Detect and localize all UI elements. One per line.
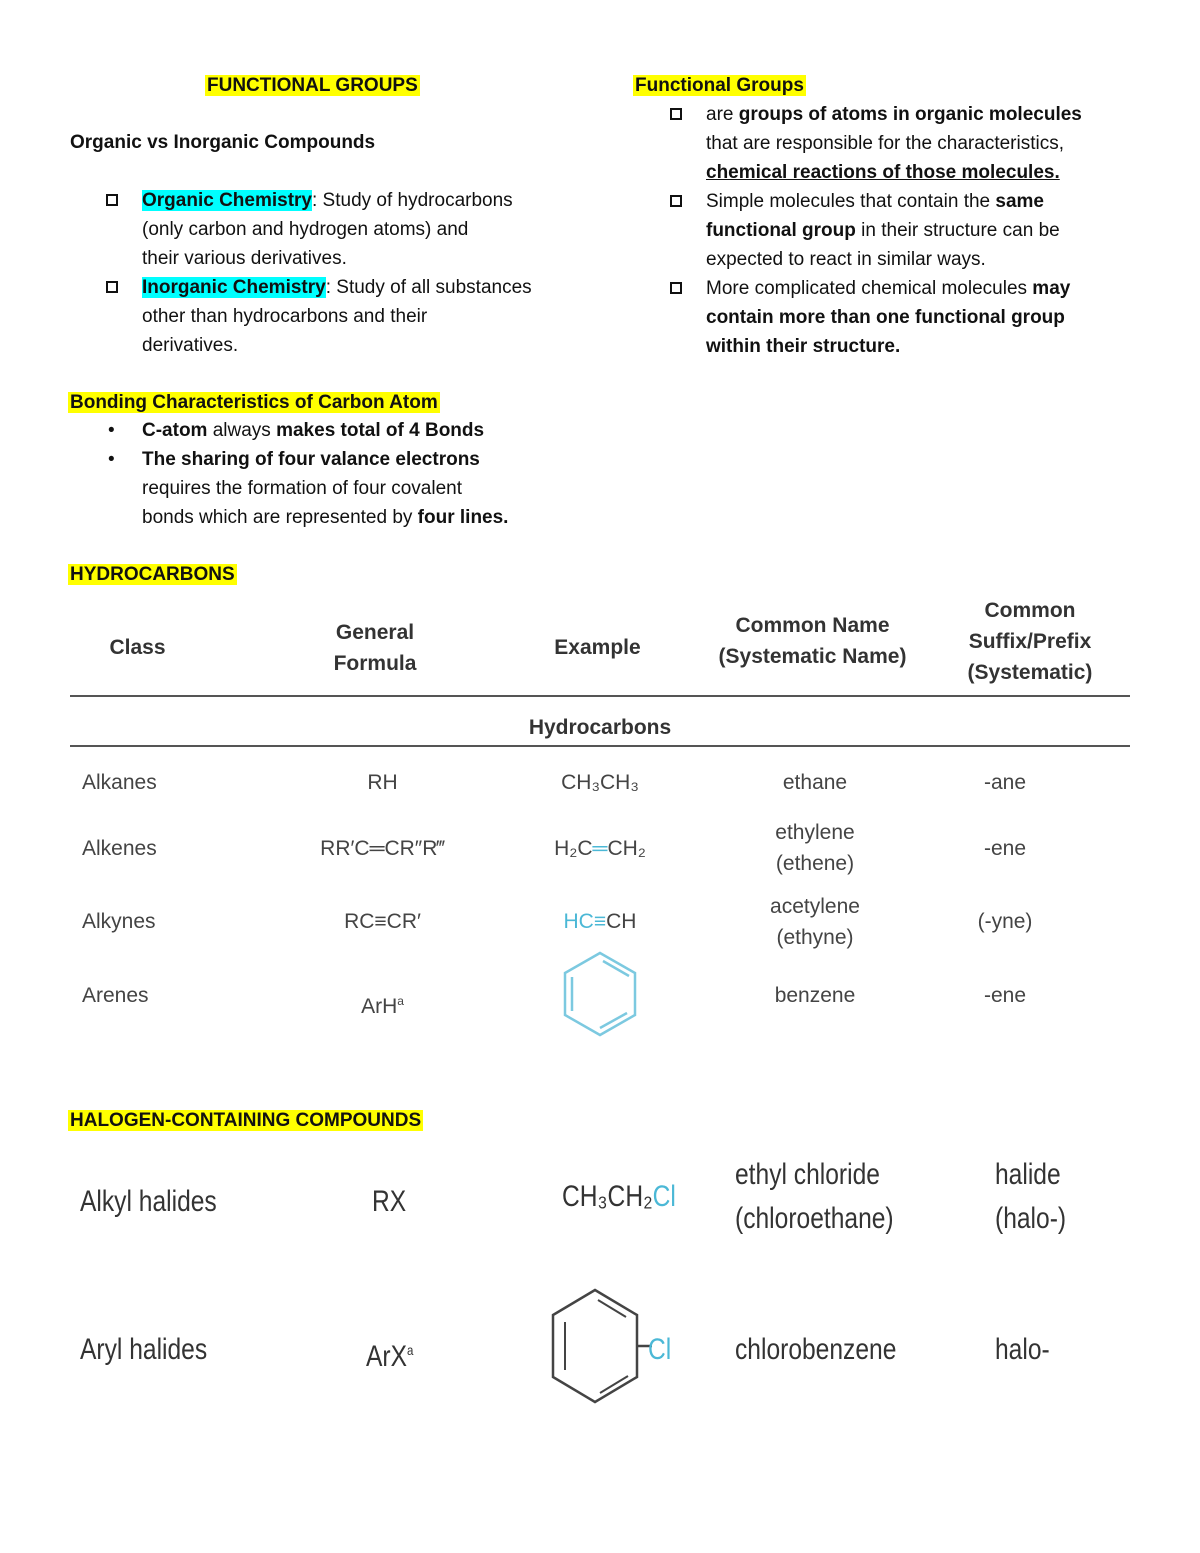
definition-text: derivatives. [142,335,239,356]
item-text: within their structure. [706,336,901,357]
item-text: contain more than one functional group [706,307,1065,328]
item-text: functional group [706,220,856,241]
item-text: that are responsible for the characteristics, [706,133,1065,154]
halogen-class: Aryl halides [80,1333,208,1366]
table-cell-formula [300,986,465,1022]
hydrocarbons-heading: HYDROCARBONS [70,564,235,585]
definition-text: : Study of all substances [325,277,532,298]
halogen-suffix [995,1153,1066,1241]
definition-text: : Study of hydrocarbons [312,190,513,211]
inorganic-chemistry-term: Inorganic Chemistry [142,277,326,298]
name-text: (ethene) [775,852,855,875]
table-cell-suffix: -ane [983,771,1027,794]
table-cell-class: Alkanes [82,771,157,794]
document-title: FUNCTIONAL GROUPS [207,75,418,96]
halogen-formula [366,1328,413,1379]
double-bond: ═ [592,837,608,860]
bond-text: C-atom [142,420,208,441]
table-cell-formula: RC≡CR′ [344,910,421,933]
footnote-marker: a [397,994,404,1008]
halogen-suffix: halo- [995,1333,1050,1366]
chem-text: CH₂ [607,837,646,860]
checkbox-bullet-icon [670,108,682,120]
column-header-formula [300,617,450,679]
bond-text: The sharing of four valance electrons [142,449,480,470]
column-header-suffix [945,595,1115,688]
bond-text: makes total of 4 Bonds [276,420,485,441]
name-text: ethylene [775,821,855,844]
bullet-icon: • [108,449,115,470]
chlorine-text: Cl [648,1333,672,1366]
checkbox-bullet-icon [670,282,682,294]
benzene-ring-icon [555,945,645,1045]
formula-text: ArH [361,995,398,1018]
organic-chemistry-term: Organic Chemistry [142,190,312,211]
item-text: may [1032,278,1071,299]
item-text: groups of atoms in organic molecules [738,104,1082,125]
item-text: expected to react in similar ways. [706,249,986,270]
item-text: Simple molecules that contain the [706,191,996,212]
table-cell-suffix: -ene [983,837,1027,860]
table-cell-example: CH₃CH₃ [561,771,639,794]
halogen-example [562,1175,676,1219]
bond-text: four lines. [417,507,509,528]
halogen-formula: RX [372,1185,407,1218]
chem-text: H₂C [554,837,593,860]
halogen-heading: HALOGEN-CONTAINING COMPOUNDS [70,1110,422,1131]
item-text: in their structure can be [855,220,1060,241]
halogen-example-chlorine [648,1328,671,1372]
table-cell-suffix: (-yne) [977,910,1033,933]
functional-groups-heading: Functional Groups [635,75,804,96]
name-text: acetylene [770,895,860,918]
list-item [70,445,590,532]
item-text: are [706,104,739,125]
functional-groups-list [670,100,1140,361]
chlorine-text: Cl [652,1180,676,1213]
bond-text: requires the formation of four covalent [142,478,463,499]
halogen-name: chlorobenzene [735,1333,897,1366]
definition-text: their various derivatives. [142,248,347,269]
list-item [106,186,586,273]
table-rule-bottom [70,745,1130,747]
checkbox-bullet-icon [670,195,682,207]
name-text: (ethyne) [776,926,854,949]
header-text: Formula [333,652,417,675]
table-cell-name: benzene [774,984,856,1007]
name-text: ethyl chloride [735,1158,880,1191]
table-cell-class: Alkenes [82,837,157,860]
definition-text: (only carbon and hydrogen atoms) and [142,219,469,240]
table-cell-class: Arenes [82,984,149,1007]
formula-text: ArX [366,1340,408,1373]
item-text: chemical reactions of those molecules. [706,162,1060,183]
checkbox-bullet-icon [106,194,118,206]
header-text: Common Name [735,614,890,637]
column-header-example: Example [554,636,641,659]
halogen-name [735,1153,894,1241]
item-text: same [995,191,1044,212]
bond-text: bonds which are represented by [142,507,418,528]
definition-text: other than hydrocarbons and their [142,306,428,327]
halogen-class: Alkyl halides [80,1185,217,1218]
table-cell-suffix: -ene [983,984,1027,1007]
header-text: (Systematic) [967,661,1093,684]
table-cell-example [520,833,680,864]
bond-text: always [207,420,277,441]
table-cell-class: Alkynes [82,910,156,933]
table-cell-name [730,817,900,879]
list-item [70,416,590,445]
suffix-text: halide [995,1158,1061,1191]
item-text: More complicated chemical molecules [706,278,1033,299]
chem-text: CH₃CH₂ [562,1180,653,1213]
table-cell-formula: RH [367,771,398,794]
suffix-text: (halo-) [995,1202,1067,1235]
bonding-heading: Bonding Characteristics of Carbon Atom [70,392,438,413]
header-text: (Systematic Name) [718,645,907,668]
table-cell-example [520,906,680,937]
list-item [670,274,1140,361]
table-cell-name [730,891,900,953]
bullet-icon: • [108,420,115,441]
name-text: (chloroethane) [735,1202,894,1235]
chem-text: HC [563,910,594,933]
column-header-class: Class [109,636,166,659]
section-subtitle: Organic vs Inorganic Compounds [70,132,376,153]
table-rule-top [70,695,1130,697]
list-item [106,273,586,360]
list-item [670,187,1140,274]
triple-bond: ≡ [593,910,607,933]
list-item [670,100,1140,187]
bonding-list [70,416,590,532]
table-cell-name: ethane [782,771,848,794]
table-cell-formula: RR′C═CR″R‴ [320,837,445,860]
header-text: General [335,621,415,644]
compound-definitions [106,186,586,360]
section-label-hydrocarbons: Hydrocarbons [528,716,672,739]
footnote-marker: a [407,1342,414,1358]
chem-text: CH [606,910,637,933]
header-text: Suffix/Prefix [968,630,1092,653]
checkbox-bullet-icon [106,281,118,293]
column-header-name [705,610,920,672]
header-text: Common [984,599,1076,622]
